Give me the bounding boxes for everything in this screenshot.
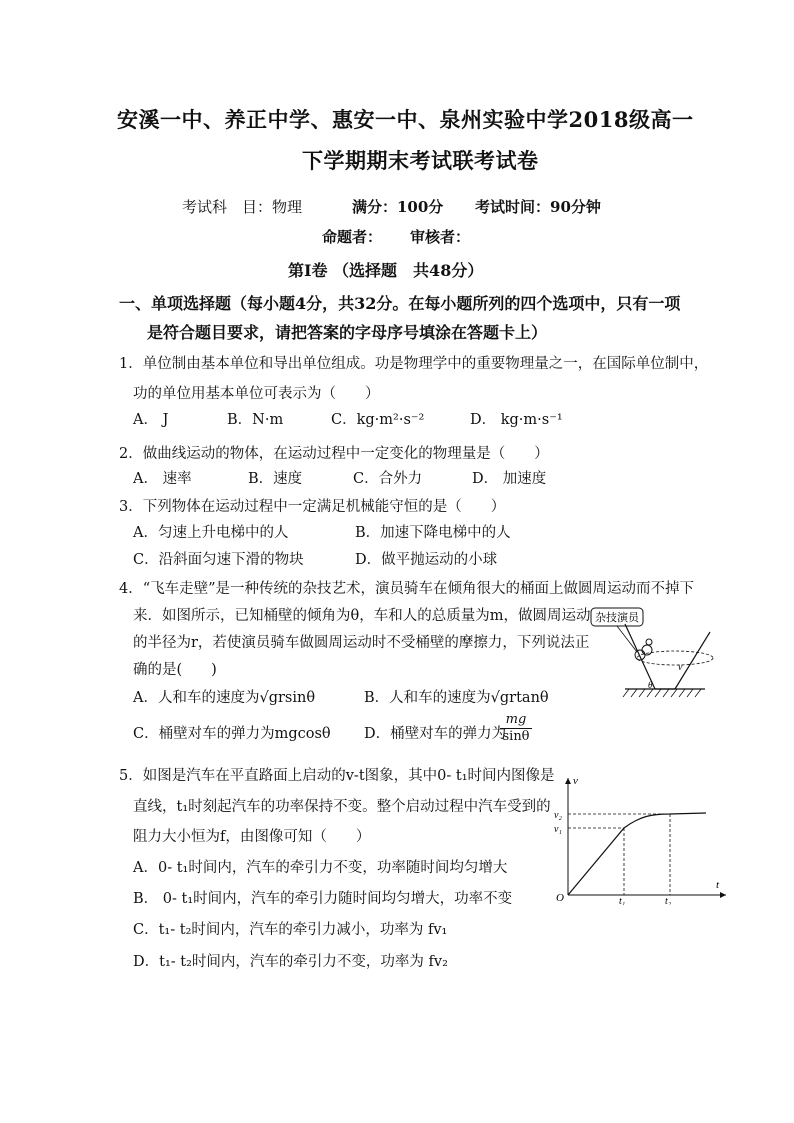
t-axis-label: t bbox=[716, 879, 720, 891]
q4-option-b: B．人和车的速度为√grtanθ bbox=[364, 690, 549, 706]
q4-option-c: C．桶壁对车的弹力为mgcosθ bbox=[133, 726, 331, 742]
t2-label: t₂ bbox=[665, 896, 672, 905]
exam-full-score: 满分：100分 bbox=[352, 198, 444, 216]
q4-text-line3: 的半径为r，若使演员骑车做圆周运动时不受桶壁的摩擦力，下列说法正 bbox=[133, 635, 590, 651]
q1-option-b: B．N·m bbox=[227, 412, 284, 428]
v-axis-arrow bbox=[565, 778, 571, 784]
paper-title-line1: 安溪一中、养正中学、惠安一中、泉州实验中学2018级高一 bbox=[117, 107, 694, 132]
section-instruction-line2: 是符合题目要求，请把答案的字母序号填涂在答题卡上） bbox=[147, 323, 548, 342]
q4-option-d-fraction bbox=[500, 712, 532, 745]
rider-wheel-1 bbox=[635, 650, 645, 660]
q5-text-line1: 5．如图是汽车在平直路面上启动的v-t图象，其中0- t₁时间内图像是 bbox=[119, 768, 555, 784]
q3-option-b: B．加速下降电梯中的人 bbox=[355, 525, 511, 541]
fraction-numerator: mg bbox=[500, 712, 532, 729]
q3-option-a: A．匀速上升电梯中的人 bbox=[133, 525, 289, 541]
q5-option-d: D．t₁- t₂时间内，汽车的牵引力不变，功率为 fv₂ bbox=[133, 954, 448, 970]
fraction-denominator: sinθ bbox=[502, 729, 530, 744]
ground-hatching bbox=[623, 689, 701, 697]
q4-text-line1: 4．“飞车走壁”是一种传统的杂技艺术，演员骑车在倾角很大的桶面上做圆周运动而不掉下 bbox=[119, 581, 695, 597]
t1-label: t₁ bbox=[619, 896, 626, 905]
paper-title-line2: 下学期期末考试联考试卷 bbox=[302, 148, 539, 173]
section-instruction-line1: 一、单项选择题（每小题4分，共32分。在每小题所列的四个选项中，只有一项 bbox=[119, 294, 681, 313]
q5-option-a: A．0- t₁时间内，汽车的牵引力不变，功率随时间均匀增大 bbox=[133, 860, 508, 876]
cone-right-wall bbox=[675, 632, 710, 689]
origin-label: O bbox=[556, 892, 564, 904]
v1-label: v₁ bbox=[554, 824, 562, 835]
q2-option-b: B．速度 bbox=[248, 471, 303, 487]
q1-text-line1: 1．单位制由基本单位和导出单位组成。功是物理学中的重要物理量之一，在国际单位制中， bbox=[119, 356, 709, 372]
q4-figure-cone bbox=[585, 602, 735, 707]
q2-option-c: C．合外力 bbox=[353, 471, 423, 487]
q5-text-line3: 阻力大小恒为f，由图像可知（ ） bbox=[133, 829, 371, 845]
velocity-curve bbox=[568, 813, 706, 895]
q4-text-line4: 确的是( ) bbox=[133, 662, 217, 678]
q3-text: 3．下列物体在运动过程中一定满足机械能守恒的是（ ） bbox=[119, 499, 506, 515]
q2-text: 2．做曲线运动的物体，在运动过程中一定变化的物理量是（ ） bbox=[119, 446, 549, 462]
q4-option-a: A．人和车的速度为√grsinθ bbox=[133, 690, 316, 706]
q3-option-d: D．做平抛运动的小球 bbox=[355, 552, 498, 568]
q3-option-c: C．沿斜面匀速下滑的物块 bbox=[133, 552, 304, 568]
q5-option-b: B． 0- t₁时间内，汽车的牵引力随时间均匀增大，功率不变 bbox=[133, 891, 513, 907]
exam-setter: 命题者： bbox=[322, 228, 383, 246]
theta-label: θ bbox=[648, 680, 653, 690]
q1-text-line2: 功的单位用基本单位可表示为（ ） bbox=[133, 386, 380, 402]
rider-head bbox=[646, 639, 652, 645]
q2-option-d: D． 加速度 bbox=[472, 471, 547, 487]
velocity-label: v bbox=[678, 662, 683, 673]
exam-reviewer: 审核者： bbox=[410, 228, 471, 246]
q5-option-c: C．t₁- t₂时间内，汽车的牵引力减小，功率为 fv₁ bbox=[133, 922, 448, 938]
label-leader-line bbox=[617, 626, 637, 652]
v2-label: v₂ bbox=[554, 810, 562, 821]
exam-subject: 考试科 目：物理 bbox=[182, 198, 303, 216]
q5-vt-graph bbox=[548, 770, 733, 905]
t-axis-arrow bbox=[720, 892, 726, 898]
q5-text-line2: 直线，t₁时刻起汽车的功率保持不变。整个启动过程中汽车受到的 bbox=[133, 799, 551, 815]
q1-option-a: A． J bbox=[133, 412, 169, 428]
v-axis-label: v bbox=[573, 775, 578, 787]
q4-text-line2: 来．如图所示，已知桶壁的倾角为θ，车和人的总质量为m，做圆周运动 bbox=[133, 608, 591, 624]
q1-option-d: D． kg·m·s⁻¹ bbox=[470, 412, 563, 428]
q4-option-d: D．桶壁对车的弹力为 bbox=[364, 726, 507, 742]
q2-option-a: A． 速率 bbox=[133, 471, 192, 487]
figure-label-text: 杂技演员 bbox=[595, 612, 639, 624]
circular-path bbox=[637, 651, 713, 665]
q1-option-c: C．kg·m²·s⁻² bbox=[331, 412, 425, 428]
volume-title: 第I卷 （选择题 共48分） bbox=[288, 261, 484, 280]
exam-duration: 考试时间：90分钟 bbox=[475, 198, 601, 216]
